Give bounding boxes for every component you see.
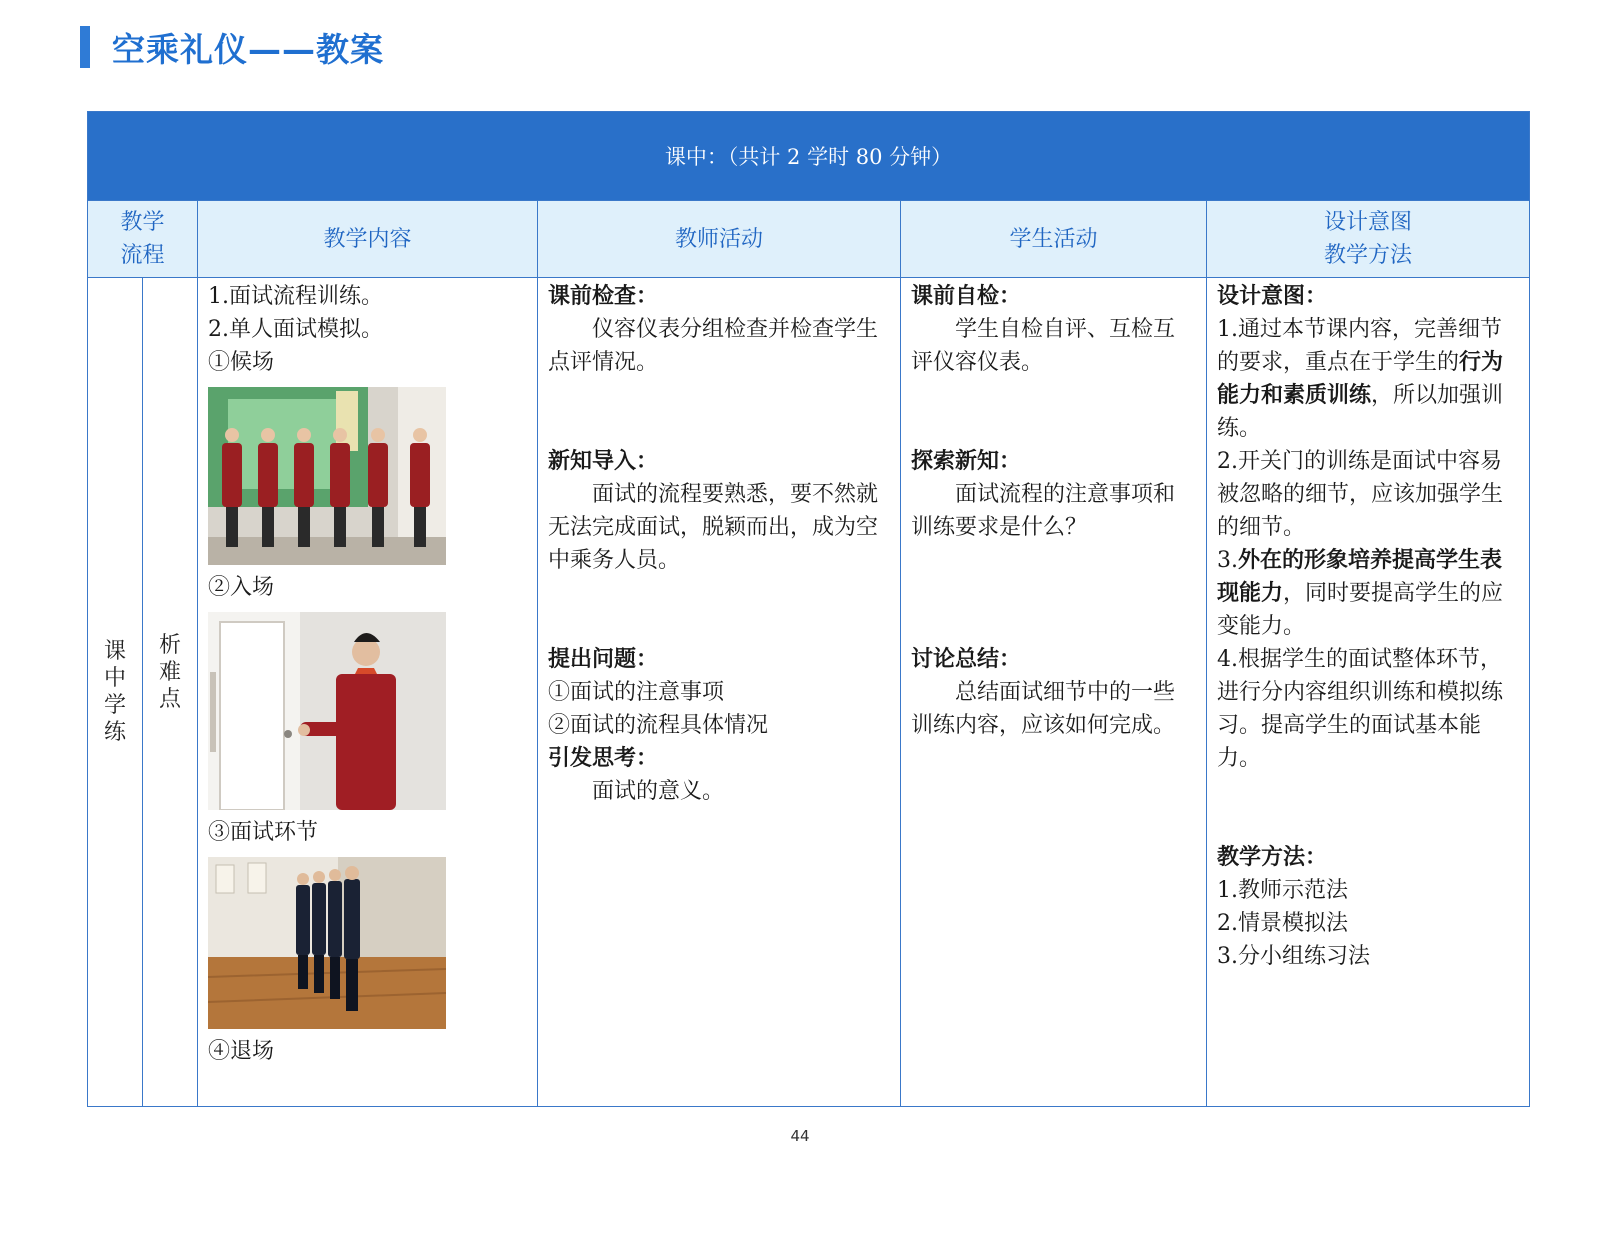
header-design-line2: 教学方法 <box>1324 243 1413 268</box>
stage-char: 课 <box>103 639 126 664</box>
stage-label <box>88 278 143 1107</box>
design-heading: 设计意图： <box>1217 283 1328 309</box>
design-heading: 教学方法： <box>1217 844 1328 870</box>
waiting-photo <box>208 387 446 565</box>
content-step: ③面试环节 <box>208 820 319 845</box>
header-process-line2: 流程 <box>120 243 165 268</box>
interview-photo-image <box>208 857 446 1029</box>
lesson-plan-table <box>87 111 1530 1107</box>
teacher-heading: 课前检查： <box>548 283 659 309</box>
design-text: 1.通过本节课内容，完善细节的要求，重点在于学生的 <box>1217 317 1502 375</box>
teacher-text: ②面试的流程具体情况 <box>548 713 769 738</box>
session-banner: 课中：（共计 2 学时 80 分钟） <box>88 112 1530 201</box>
student-text: 学生自检自评、互检互评仪容仪表。 <box>911 317 1176 375</box>
design-item: 4.根据学生的面试整体环节，进行分内容组织训练和模拟练习。提高学生的面试基本能力。 <box>1217 647 1504 771</box>
student-text: 总结面试细节中的一些训练内容，应该如何完成。 <box>911 680 1176 738</box>
entering-photo-image <box>208 612 446 810</box>
page-title: 空乘礼仪——教案 <box>112 30 384 69</box>
substage-char: 难 <box>158 659 181 685</box>
teacher-text: 仪容仪表分组检查并检查学生点评情况。 <box>548 317 879 375</box>
header-design <box>1207 201 1530 278</box>
content-item: 2.单人面试模拟。 <box>208 317 383 342</box>
header-student: 学生活动 <box>901 201 1207 278</box>
content-step: ②入场 <box>208 575 275 600</box>
page-number: 44 <box>790 1127 810 1145</box>
stage-char: 练 <box>103 720 126 745</box>
header-content: 教学内容 <box>198 201 538 278</box>
spacer <box>911 379 1196 445</box>
student-heading: 探索新知： <box>911 448 1022 474</box>
header-design-line1: 设计意图 <box>1324 210 1413 235</box>
method-item: 1.教师示范法 <box>1217 878 1348 903</box>
design-text: 3. <box>1217 548 1238 573</box>
spacer <box>911 544 1196 610</box>
spacer <box>1217 775 1519 841</box>
substage-char: 点 <box>158 686 181 712</box>
teacher-heading: 提出问题： <box>548 646 659 672</box>
content-step: ④退场 <box>208 1039 275 1064</box>
substage-label <box>143 278 198 1107</box>
design-item: 2.开关门的训练是面试中容易被忽略的细节，应该加强学生的细节。 <box>1217 449 1504 540</box>
student-cell <box>901 278 1207 1107</box>
teacher-heading: 新知导入： <box>548 448 659 474</box>
teacher-text: 面试的流程要熟悉，要不然就无法完成面试，脱颖而出，成为空中乘务人员。 <box>548 482 879 573</box>
stage-char: 学 <box>103 693 126 718</box>
content-step: ①候场 <box>208 350 275 375</box>
design-cell <box>1207 278 1530 1107</box>
substage-char: 析 <box>158 632 181 658</box>
title-accent-bar <box>80 26 90 68</box>
content-item: 1.面试流程训练。 <box>208 284 383 309</box>
header-process <box>88 201 198 278</box>
header-process-line1: 教学 <box>120 210 165 235</box>
entering-photo <box>208 612 446 810</box>
stage-char: 中 <box>103 666 126 691</box>
method-item: 3.分小组练习法 <box>1217 944 1370 969</box>
teacher-text: 面试的意义。 <box>592 779 725 804</box>
content-cell <box>198 278 538 1107</box>
design-text: ，同时要提高学生的应变能力。 <box>1217 581 1504 639</box>
design-emphasis: 外在的形象培养提高学生表现能力 <box>1217 547 1503 606</box>
spacer <box>548 379 890 445</box>
header-teacher: 教师活动 <box>538 201 901 278</box>
student-heading: 课前自检： <box>911 283 1022 309</box>
design-text: ，所以加强训练。 <box>1217 383 1504 441</box>
method-item: 2.情景模拟法 <box>1217 911 1348 936</box>
design-item <box>1217 313 1519 445</box>
teacher-text: ①面试的注意事项 <box>548 680 725 705</box>
teacher-heading: 引发思考： <box>548 745 659 771</box>
waiting-photo-image <box>208 387 446 565</box>
spacer <box>911 610 1196 643</box>
design-emphasis: 行为能力和素质训练 <box>1217 349 1504 408</box>
interview-photo <box>208 857 446 1029</box>
design-item <box>1217 544 1519 643</box>
spacer <box>548 577 890 643</box>
student-text: 面试流程的注意事项和训练要求是什么？ <box>911 482 1176 540</box>
teacher-cell <box>538 278 901 1107</box>
student-heading: 讨论总结： <box>911 646 1022 672</box>
